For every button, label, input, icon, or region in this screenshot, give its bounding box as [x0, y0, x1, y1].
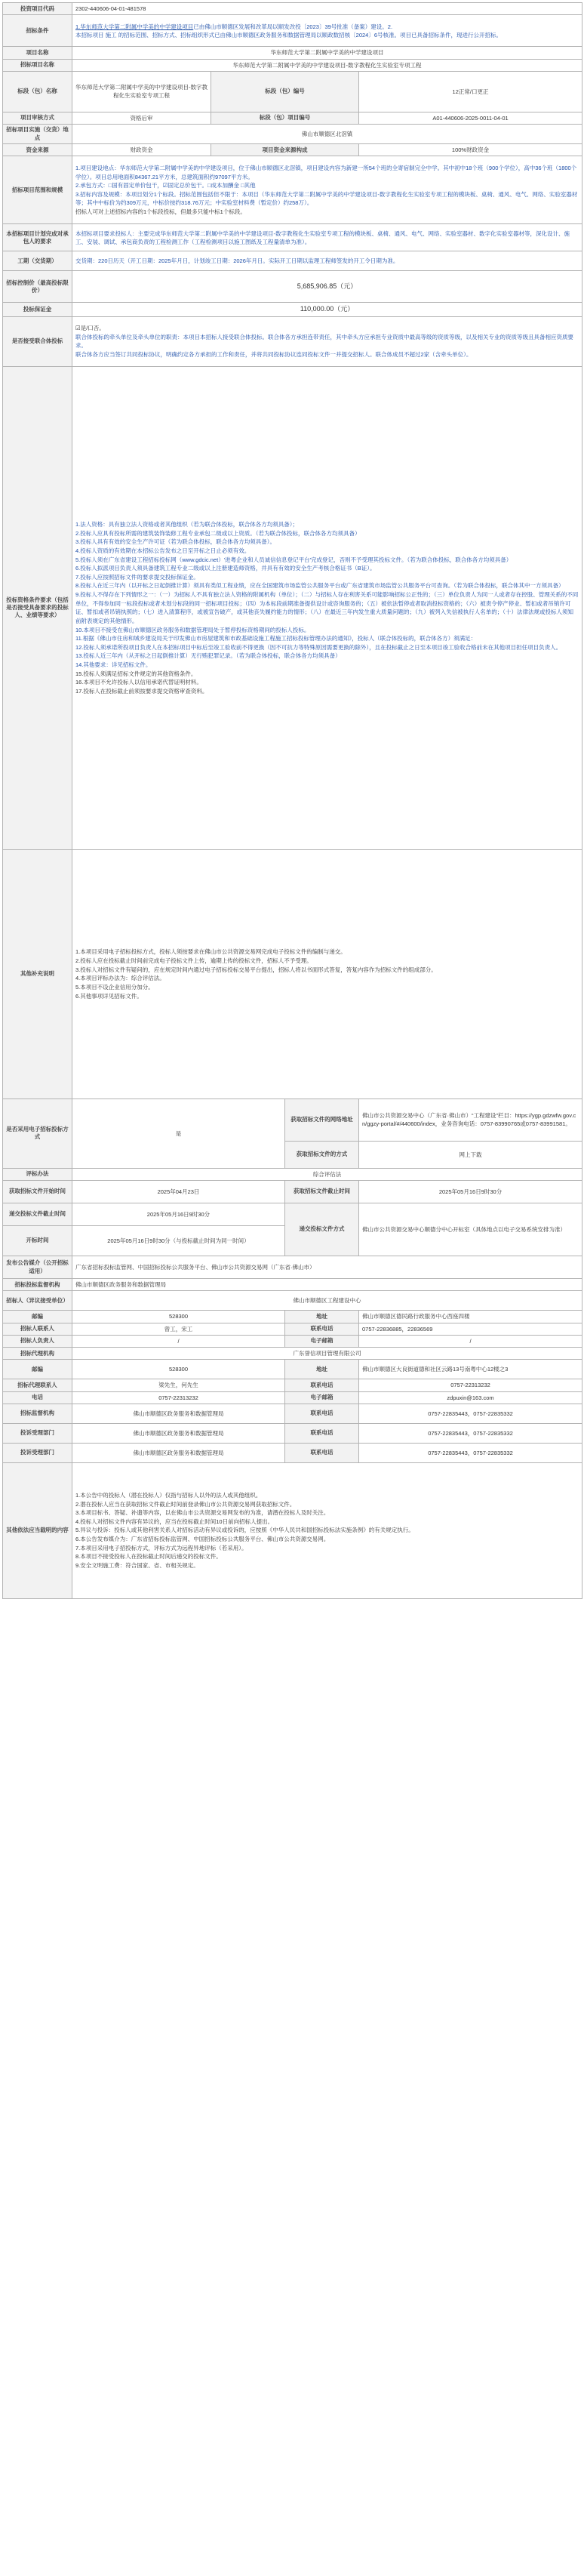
agent-tel-value: 0757-22313232: [72, 1391, 285, 1404]
section-number-value: 12正常/口更正: [359, 71, 582, 112]
consortium-label: 是否接受联合体投标: [3, 316, 72, 366]
electronic-value: 是: [72, 1098, 285, 1168]
agent-value: 广东誉信项目管理有限公司: [72, 1348, 582, 1360]
doc-url-label: 获取招标文件的网络地址: [285, 1098, 359, 1141]
other-req-value: [72, 849, 582, 1098]
tender-project-label: 招标项目名称: [3, 59, 72, 71]
project-name-value: 华东师范大学第二附属中学美的中学建设项目: [72, 47, 582, 59]
dept-value: 佛山市顺德区政务服务和数据管理局: [72, 1404, 285, 1423]
tenderer-head-value: /: [72, 1335, 285, 1347]
notes-item: 8.本项目不接受投标人在投标截止时间后递交的投标文件。: [75, 1553, 222, 1561]
eval-label: 评标办法: [3, 1168, 72, 1180]
funds-label: 资金来源: [3, 144, 72, 156]
deposit-value: 110,000.00（元）: [72, 303, 582, 317]
scope-p1: 1.项目建设地点：华东师范大学第二附属中学美的中学建设项目，位于佛山市顺德区北滘镇，项目建设内容为新建一所54个班的全寄宿制完全中学。其中初中18个班（900个学位），高中36个班（1800个学位）。项目总用地面积84367.21平方米，总建筑面积约97097平方米。: [75, 164, 577, 180]
project-code-value: 2302-440606-04-01-481578: [72, 3, 582, 15]
get-end-label: 获取招标文件截止时间: [285, 1181, 359, 1203]
contractor-label: 本招标项目计划完成对承包人的要求: [3, 224, 72, 251]
proc-phone-label: 联系电话: [285, 1423, 359, 1443]
submit-value: 佛山市公共资源交易中心顺德分中心开标室（具体地点以电子交易系统安排为准）: [359, 1203, 582, 1256]
qualification-value: [72, 366, 582, 849]
agent-person-label: 招标代理联系人: [3, 1379, 72, 1391]
other-req-p2: 2.投标人应在投标截止时间前完成电子投标文件上传，逾期上传的投标文件，招标人不予受理。: [75, 957, 312, 964]
proc-value: 佛山市顺德区政务服务和数据管理局: [72, 1423, 285, 1443]
basis-value: [72, 15, 582, 47]
tenderer-label: 招标人（异议接受单位）: [3, 1291, 72, 1311]
deadline-value: 2025年05月16日9时30分: [72, 1203, 285, 1226]
dept-phone-value: 0757-22835443，0757-22835332: [359, 1404, 582, 1423]
agent-zip-label: 邮编: [3, 1360, 72, 1379]
last-label: 投诉受理部门: [3, 1443, 72, 1462]
location-value: 佛山市顺德区北滘镇: [72, 125, 582, 144]
consortium-p2: 联合体投标的牵头单位及牵头单位的职责：本项目本招标人接受联合体投标。联合体各方承担连带责任，其中牵头方应承担专业资质中最高等级的资质等级，以及相关专业的资质等级且具备相应资质要求。: [75, 333, 573, 350]
tenderer-value: 佛山市顺德区工程建设中心: [72, 1291, 582, 1311]
agent-tel-label: 电话: [3, 1391, 72, 1404]
supervise-label: 招标投标监督机构: [3, 1279, 72, 1291]
doc-get-label: 获取招标文件的方式: [285, 1141, 359, 1168]
project-code-label: 投资项目代码: [3, 3, 72, 15]
qualification-item: 13.投标人近三年内（从开标之日起倒推计算）无行贿犯罪记录。（若为联合体投标，联合体各方均须具备）: [75, 652, 341, 660]
qualification-item: 7.投标人应按照招标文件的要求提交投标保证金。: [75, 573, 199, 581]
proc-label: 投诉受理部门: [3, 1423, 72, 1443]
notes-item: 2.潜在投标人应当在获取招标文件截止时间前登录佛山市公共资源交易网获取招标文件。: [75, 1500, 296, 1508]
consortium-value: [72, 316, 582, 366]
consortium-p1: ☑是/口否。: [75, 325, 105, 331]
scope-p3: 3.招标内容及规模：本项目划分1个标段。招标范围包括但不限于：本项目（华东师范大学第二附属中学美的中学建设项目-数字教程化生实验室专项工程的模块板、桌椅、通风、电气、网络、实验室器材等；其中中标价为约309万元，中标价按约318.76万元；中实验室材料费（暂定价）约258万）。: [75, 190, 578, 207]
duration-label: 工期（交货期）: [3, 251, 72, 271]
notes-item: 7.本项目采用电子招投标方式，评标方式为远程异地评标（若采用）。: [75, 1544, 247, 1551]
estimate-label: 招标控制价（最高投标限价）: [3, 271, 72, 303]
project-name-label: 项目名称: [3, 47, 72, 59]
notes-item: 3.本项目标书、答疑、补遗等内容，以在佛山市公共资源交易网发布的为准，请潜在投标人及时关注。: [75, 1509, 330, 1517]
electronic-label: 是否采用电子招标投标方式: [3, 1098, 72, 1168]
qualification-item: 2.投标人应具有投标所需的建筑装饰装修工程专业承包二级或以上资质。（若为联合体投标，联合体各方均须具备）: [75, 529, 361, 537]
duration-value: 交货期：220日历天（开工日期：2025年月日，计划竣工日期：2026年月日。实际开工日期以监理工程师签发的开工令日期为准。: [72, 251, 582, 271]
tender-project-value: 华东师范大学第二附属中学美的中学建设项目-数字教程化生实验室专项工程: [72, 59, 582, 71]
tenderer-mail-label: 电子邮箱: [285, 1335, 359, 1347]
tenderer-addr-value: 佛山市顺德区德民路行政服务中心西座四楼: [359, 1311, 582, 1323]
agent-phone-value: 0757-22313232: [359, 1379, 582, 1391]
notes-item: 6.本公告发布媒介为：广东省招标投标监管网、中国招标投标公共服务平台、佛山市公共资源交易网。: [75, 1536, 330, 1543]
agent-mail-label: 电子邮箱: [285, 1391, 359, 1404]
qualification-item: 15.投标人须满足招标文件规定的其他资格条件。: [75, 670, 197, 677]
agent-person-value: 梁先生，何先生: [72, 1379, 285, 1391]
tenderer-phone-label: 联系电话: [285, 1323, 359, 1335]
basis-label: 招标条件: [3, 15, 72, 47]
review-code-value: A01-440606-2025-0011-04-01: [359, 112, 582, 124]
get-start-value: 2025年04月23日: [72, 1181, 285, 1203]
last-value: 佛山市顺德区政务服务和数据管理局: [72, 1443, 285, 1462]
qualification-item: 10.本项目不接受在佛山市顺德区政务服务和数据管理局处于暂停投标资格期间的投标人投标。: [75, 626, 310, 633]
qualification-item: 12.投标人须承诺所投项目负责人在本招标项目中标后至竣工验收前不得更换（因不可抗力等特殊原因需要更换的除外），且在投标截止之日至本项目竣工验收合格前未在其他项目担任项目负责人。: [75, 643, 562, 651]
scope-p2: 2.承包方式：□国有固定单价包干，☑固定总价包干。□成本加酬金 □其他: [75, 182, 256, 190]
other-req-p3: 3.投标人对招标文件有疑问的，应在规定时间内通过电子招标投标交易平台提出，招标人将以书面形式答复，答复内容作为招标文件的组成部分。: [75, 966, 437, 973]
tenderer-person-label: 招标人联系人: [3, 1323, 72, 1335]
qualification-list: [75, 520, 579, 670]
tenderer-person-value: 曾工，宋工: [72, 1323, 285, 1335]
section-label: 标段（包）名称: [3, 71, 72, 112]
eval-value: 综合评估法: [72, 1168, 582, 1180]
scope-label: 招标项目范围和规模: [3, 156, 72, 224]
notes-item: 9.安全文明施工费：符合国家、省、市相关规定。: [75, 1561, 199, 1569]
basis-approval: 已由佛山市顺德区发展和改革局以顺发改投〔2023〕39号批准（备案）建设。2.: [193, 23, 393, 30]
tenderer-mail-value: /: [359, 1335, 582, 1347]
tenderer-head-label: 招标人负责人: [3, 1335, 72, 1347]
media-label: 发布公告媒介（公开招标适用）: [3, 1256, 72, 1279]
funds-value: 财政资金: [72, 144, 211, 156]
last-phone-label: 联系电话: [285, 1443, 359, 1462]
supervise-value: 佛山市顺德区政务服务和数据管理局: [72, 1279, 582, 1291]
tenderer-phone-value: 0757-22836885，22836569: [359, 1323, 582, 1335]
funds-prop-value: 100%财政资金: [359, 144, 582, 156]
qualification-item: 4.投标人资质的有效期在本招标公告发布之日至开标之日止必须有效。: [75, 547, 251, 554]
dept-phone-label: 联系电话: [285, 1404, 359, 1423]
scope-p4: 招标人可对上述招标内容的1个标段投标，但最多只能中标1个标段。: [75, 208, 246, 215]
qualification-item: 6.投标人拟派项目负责人须具备建筑工程专业二级或以上注册建造师资格，并具有有效的安全生产考核合格证书（B证）。: [75, 565, 376, 572]
notes-item: 4.投标人对招标文件内容有异议的，应当在投标截止时间10日前向招标人提出。: [75, 1518, 274, 1525]
notes-list: [75, 1491, 579, 1570]
notes-label: 其他依法应当载明的内容: [3, 1462, 72, 1598]
announcement-table: [2, 2, 582, 1599]
scope-value: [72, 156, 582, 224]
open-label: 开标时间: [3, 1226, 72, 1256]
agent-mail-value: zdpuxin@163.com: [359, 1391, 582, 1404]
tenderer-addr-label: 地址: [285, 1311, 359, 1323]
agent-label: 招标代理机构: [3, 1348, 72, 1360]
basis-scope: 本招标项目 施工 的招标范围、招标方式、招标组织形式已由佛山市顺德区政务服务和数据管理局以顺政数招核〔2024〕6号核准。项目已具备招标条件，现进行公开招标。: [75, 31, 503, 39]
dept-label: 招标监督机构: [3, 1404, 72, 1423]
review-code-label: 标段（包）项目编号: [211, 112, 359, 124]
tenderer-zip-label: 邮编: [3, 1311, 72, 1323]
funds-prop-label: 项目资金来源构成: [211, 144, 359, 156]
tender-announcement: [2, 2, 582, 1599]
qualification-item: 3.投标人具有有效的安全生产许可证（若为联合体投标，联合体各方均须具备）。: [75, 538, 276, 546]
notes-item: 1.本公告中的投标人（潜在投标人）仅指与招标人以外的法人或其他组织。: [75, 1491, 262, 1499]
qualification-item: 5.投标人须在广东省建设工程招标投标网（www.gdcic.net）'进粤企业和人员诚信信息登记平台'完成登记，否则不予受理其投标文件。（若为联合体投标，联合体各方均须具备）: [75, 556, 512, 563]
location-label: 招标项目实施（交货）地点: [3, 125, 72, 144]
agent-zip-value: 528300: [72, 1360, 285, 1379]
other-req-p5: 5.本项目不设企业信用分加分。: [75, 983, 154, 991]
tenderer-zip-value: 528300: [72, 1311, 285, 1323]
agent-phone-label: 联系电话: [285, 1379, 359, 1391]
media-value: 广东省招标投标监管网、中国招标投标公共服务平台、佛山市公共资源交易网（广东省·佛山市）: [72, 1256, 582, 1279]
basis-project-name: 1.华东师范大学第二附属中学美的中学建设项目: [75, 23, 194, 30]
qualification-item: 11.根据《佛山市住房和城乡建设局关于印发佛山市房屋建筑和市政基础设施工程施工招标投标管理办法的通知》，投标人（联合体投标的，联合体各方）须满足：: [75, 635, 477, 642]
open-value: 2025年05月16日9时30分（与投标截止时间为同一时间）: [72, 1226, 285, 1256]
qualification-item: 9.投标人不得存在下列情形之一：（一）为招标人不具有独立法人资格的附属机构（单位）；（二）与招标人存在利害关系可能影响招标公正性的；（三）单位负责人为同一人或者存在控股、管理关系的不同单位，不得参加同一标段投标或者未划分标段的同一招标项目投标；（四）为本标段前期准备提供设计或咨询服务的；（五）被依法暂停或者取消投标资格的；（六）被责令停产停业、暂扣或者吊销许可证、暂扣或者吊销执照的；（七）进入清算程序，或被宣告破产，或其他丧失履约能力的情形；（八）在最近三年内发生重大质量问题的；（九）被列入失信被执行人名单的；（十）法律法规或投标人须知前附表规定的其他情形。: [75, 591, 579, 624]
qualification-item: 8.投标人在近三年内（以开标之日起倒推计算）须具有类似工程业绩，应在全国建筑市场监管公共服务平台或广东省建筑市场监管公共服务平台可查询。（若为联合体投标，联合体其中一方须具备）: [75, 582, 564, 590]
qualification-item: 17.投标人在投标截止前须按要求提交资格审查资料。: [75, 687, 208, 695]
deadline-label: 递交投标文件截止时间: [3, 1203, 72, 1226]
last-phone-value: 0757-22835443，0757-22835332: [359, 1443, 582, 1462]
submit-label: 递交投标文件方式: [285, 1203, 359, 1256]
qualification-item: 14.其他要求：详见招标文件。: [75, 661, 152, 668]
agent-addr-value: 佛山市顺德区大良街道德和社区云路13号南粤中心12楼之3: [359, 1360, 582, 1379]
doc-get-value: 网上下载: [359, 1141, 582, 1168]
other-req-p1: 1.本项目采用电子招标投标方式，投标人须按要求在佛山市公共资源交易网完成电子投标文件的编制与递交。: [75, 948, 346, 956]
notes-item: 5.异议与投诉：投标人或其他利害关系人对招标活动有异议或投诉的，应按照《中华人民共和国招标投标法实施条例》的有关规定执行。: [75, 1527, 414, 1534]
other-req-label: 其他补充说明: [3, 849, 72, 1098]
agent-addr-label: 地址: [285, 1360, 359, 1379]
section-value: 华东师范大学第二附属中学美的中学建设项目-数字教程化生实验室专项工程: [72, 71, 211, 112]
get-start-label: 获取招标文件开始时间: [3, 1181, 72, 1203]
qualification-trail: [75, 670, 579, 696]
consortium-p3: 联合体各方应当签订共同投标协议，明确约定各方承担的工作和责任，并将共同投标协议连同投标文件一并提交招标人。联合体成员不超过2家（含牵头单位）。: [75, 350, 472, 358]
other-req-p4: 4.本项目评标办法为：综合评估法。: [75, 975, 165, 982]
deposit-label: 投标保证金: [3, 303, 72, 317]
estimate-value: 5,685,906.85（元）: [72, 271, 582, 303]
review-value: 资格后审: [72, 112, 211, 124]
contractor-value: 本招标项目要求投标人：主要完成华东师范大学第二附属中学美的中学建设项目-数字教程化生实验室专项工程的模块板、桌椅、通风、电气、网络、实验室器材、数字化实验室器材等，深化设计、施工、安装、调试、承包商负责的工程检测工作（工程检测项目以施工图纸及工程量清单为准）。: [72, 224, 582, 251]
proc-phone-value: 0757-22835443，0757-22835332: [359, 1423, 582, 1443]
notes-value: [72, 1462, 582, 1598]
qualification-label: 投标资格条件要求（包括是否接受具备要求的投标人、业绩等要求）: [3, 366, 72, 849]
qualification-item: 16.本项目不允许投标人以信用承诺代替证明材料。: [75, 679, 202, 686]
doc-url-value[interactable]: 佛山市公共资源交易中心（广东省·佛山市）“工程建设”栏目：https://ygp.gdzwfw.gov.cn/ggzy-portal/#/440600/index，业务咨询电话：0757-83990765或0757-83991581。: [359, 1098, 582, 1141]
get-end-value: 2025年05月16日9时30分: [359, 1181, 582, 1203]
qualification-item: 1.法人资格：具有独立法人资格或者其他组织（若为联合体投标，联合体各方均须具备）；: [75, 521, 299, 528]
section-number-label: 标段（包）编号: [211, 71, 359, 112]
other-req-p6: 6.其他事项详见招标文件。: [75, 992, 143, 1000]
review-label: 项目审核方式: [3, 112, 72, 124]
